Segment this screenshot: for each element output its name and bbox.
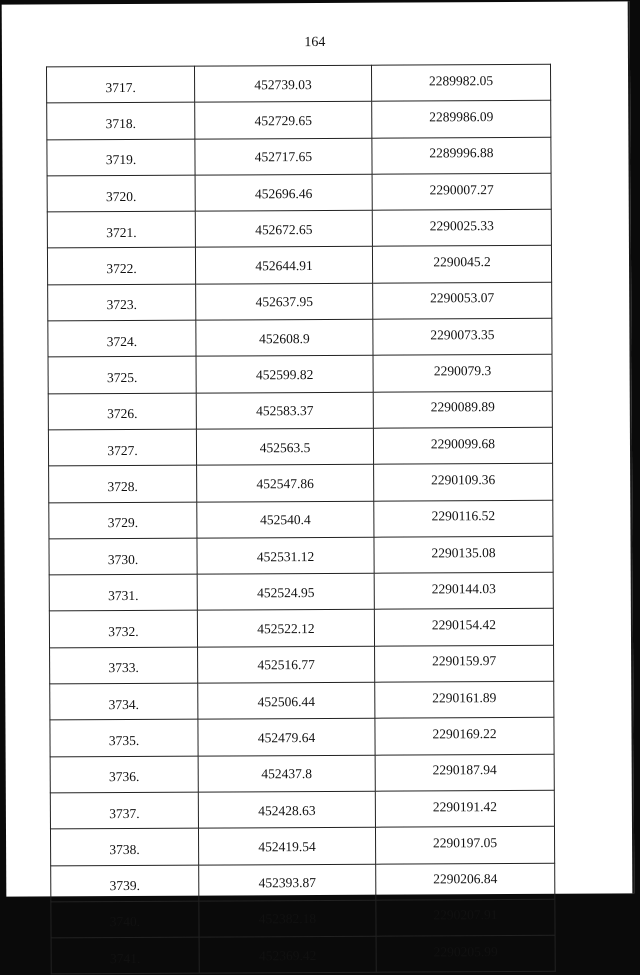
table-row <box>50 827 554 866</box>
y-coordinate-cell: 2290025.33 <box>372 209 551 246</box>
point-number-cell: 3734. <box>50 683 198 720</box>
y-coordinate-cell: 2290109.36 <box>374 464 553 501</box>
x-coordinate-cell: 452696.46 <box>195 174 372 211</box>
x-coordinate-cell: 452739.03 <box>194 65 371 102</box>
point-number-cell: 3724. <box>48 320 196 357</box>
x-coordinate-cell: 452563.5 <box>196 428 373 465</box>
point-number-cell: 3719. <box>47 139 195 176</box>
x-coordinate-cell: 452644.91 <box>195 247 372 284</box>
table-row <box>47 137 551 176</box>
y-coordinate-cell: 2290073.35 <box>373 318 552 355</box>
table-row <box>47 101 551 140</box>
x-coordinate-cell: 452540.4 <box>197 501 374 538</box>
x-coordinate-cell: 452729.65 <box>195 102 372 139</box>
y-coordinate-cell: 2290205.99 <box>376 935 555 972</box>
table-row <box>48 355 552 394</box>
y-coordinate-cell: 2290089.89 <box>373 391 552 428</box>
table-row <box>47 246 551 285</box>
x-coordinate-cell: 452437.8 <box>198 755 375 792</box>
y-coordinate-cell: 2290161.89 <box>375 681 554 718</box>
x-coordinate-cell: 452583.37 <box>196 392 373 429</box>
x-coordinate-cell: 452672.65 <box>195 210 372 247</box>
x-coordinate-cell: 452516.77 <box>198 646 375 683</box>
y-coordinate-cell: 2290187.94 <box>375 754 554 791</box>
table-row <box>49 572 553 611</box>
table-row <box>50 645 554 684</box>
x-coordinate-cell: 452599.82 <box>196 356 373 393</box>
table-row <box>49 536 553 575</box>
point-number-cell: 3731. <box>49 574 197 611</box>
table-row <box>51 863 555 902</box>
point-number-cell: 3725. <box>48 357 196 394</box>
point-number-cell: 3721. <box>47 211 195 248</box>
point-number-cell: 3733. <box>50 647 198 684</box>
y-coordinate-cell: 2290159.97 <box>375 645 554 682</box>
y-coordinate-cell: 2289982.05 <box>371 64 550 101</box>
coordinates-table <box>46 64 556 975</box>
point-number-cell: 3718. <box>47 102 195 139</box>
table-row <box>48 318 552 357</box>
point-number-cell: 3741. <box>51 937 199 974</box>
y-coordinate-cell: 2290053.07 <box>373 282 552 319</box>
y-coordinate-cell: 2290197.05 <box>375 827 554 864</box>
y-coordinate-cell: 2290099.68 <box>373 427 552 464</box>
point-number-cell: 3726. <box>48 393 196 430</box>
point-number-cell: 3722. <box>47 248 195 285</box>
table-row <box>47 173 551 212</box>
y-coordinate-cell: 2289996.88 <box>372 137 551 174</box>
x-coordinate-cell: 452608.9 <box>196 319 373 356</box>
table-row <box>47 209 551 248</box>
y-coordinate-cell: 2290154.42 <box>374 609 553 646</box>
table-row <box>51 935 555 974</box>
point-number-cell: 3729. <box>49 502 197 539</box>
document-page <box>2 1 635 966</box>
table-row <box>49 464 553 503</box>
y-coordinate-cell: 2290079.3 <box>373 355 552 392</box>
y-coordinate-cell: 2290206.84 <box>376 863 555 900</box>
y-coordinate-cell: 2290191.42 <box>375 790 554 827</box>
y-coordinate-cell: 2290135.08 <box>374 536 553 573</box>
x-coordinate-cell: 452419.54 <box>198 827 375 864</box>
x-coordinate-cell: 452369.42 <box>199 936 376 973</box>
table-row <box>50 718 554 757</box>
point-number-cell: 3730. <box>49 538 197 575</box>
point-number-cell: 3738. <box>50 828 198 865</box>
y-coordinate-cell: 2290116.52 <box>374 500 553 537</box>
point-number-cell: 3728. <box>49 465 197 502</box>
page-number: 164 <box>304 34 326 51</box>
point-number-cell: 3727. <box>48 429 196 466</box>
table-row <box>50 790 554 829</box>
y-coordinate-cell: 2290169.22 <box>375 718 554 755</box>
y-coordinate-cell: 2289986.09 <box>372 101 551 138</box>
coordinates-table-body <box>46 64 555 974</box>
table-row <box>50 754 554 793</box>
y-coordinate-cell: 2290045.2 <box>372 246 551 283</box>
y-coordinate-cell: 2290144.03 <box>374 572 553 609</box>
y-coordinate-cell: 2290207.91 <box>376 899 555 936</box>
table-row <box>49 609 553 648</box>
x-coordinate-cell: 452531.12 <box>197 537 374 574</box>
table-row <box>49 500 553 539</box>
x-coordinate-cell: 452637.95 <box>196 283 373 320</box>
y-coordinate-cell: 2290007.27 <box>372 173 551 210</box>
point-number-cell: 3740. <box>51 901 199 938</box>
x-coordinate-cell: 452393.87 <box>199 864 376 901</box>
point-number-cell: 3735. <box>50 719 198 756</box>
point-number-cell: 3723. <box>48 284 196 321</box>
point-number-cell: 3736. <box>50 756 198 793</box>
x-coordinate-cell: 452428.63 <box>198 791 375 828</box>
table-row <box>46 64 550 103</box>
point-number-cell: 3720. <box>47 175 195 212</box>
point-number-cell: 3739. <box>51 865 199 902</box>
point-number-cell: 3717. <box>46 66 194 103</box>
table-row <box>48 282 552 321</box>
point-number-cell: 3737. <box>50 792 198 829</box>
x-coordinate-cell: 452382.18 <box>199 900 376 937</box>
x-coordinate-cell: 452717.65 <box>195 138 372 175</box>
x-coordinate-cell: 452547.86 <box>197 464 374 501</box>
x-coordinate-cell: 452479.64 <box>198 719 375 756</box>
table-row <box>48 427 552 466</box>
x-coordinate-cell: 452524.95 <box>197 573 374 610</box>
point-number-cell: 3732. <box>49 611 197 648</box>
x-coordinate-cell: 452506.44 <box>198 682 375 719</box>
table-row <box>50 681 554 720</box>
x-coordinate-cell: 452522.12 <box>197 610 374 647</box>
table-row <box>48 391 552 430</box>
